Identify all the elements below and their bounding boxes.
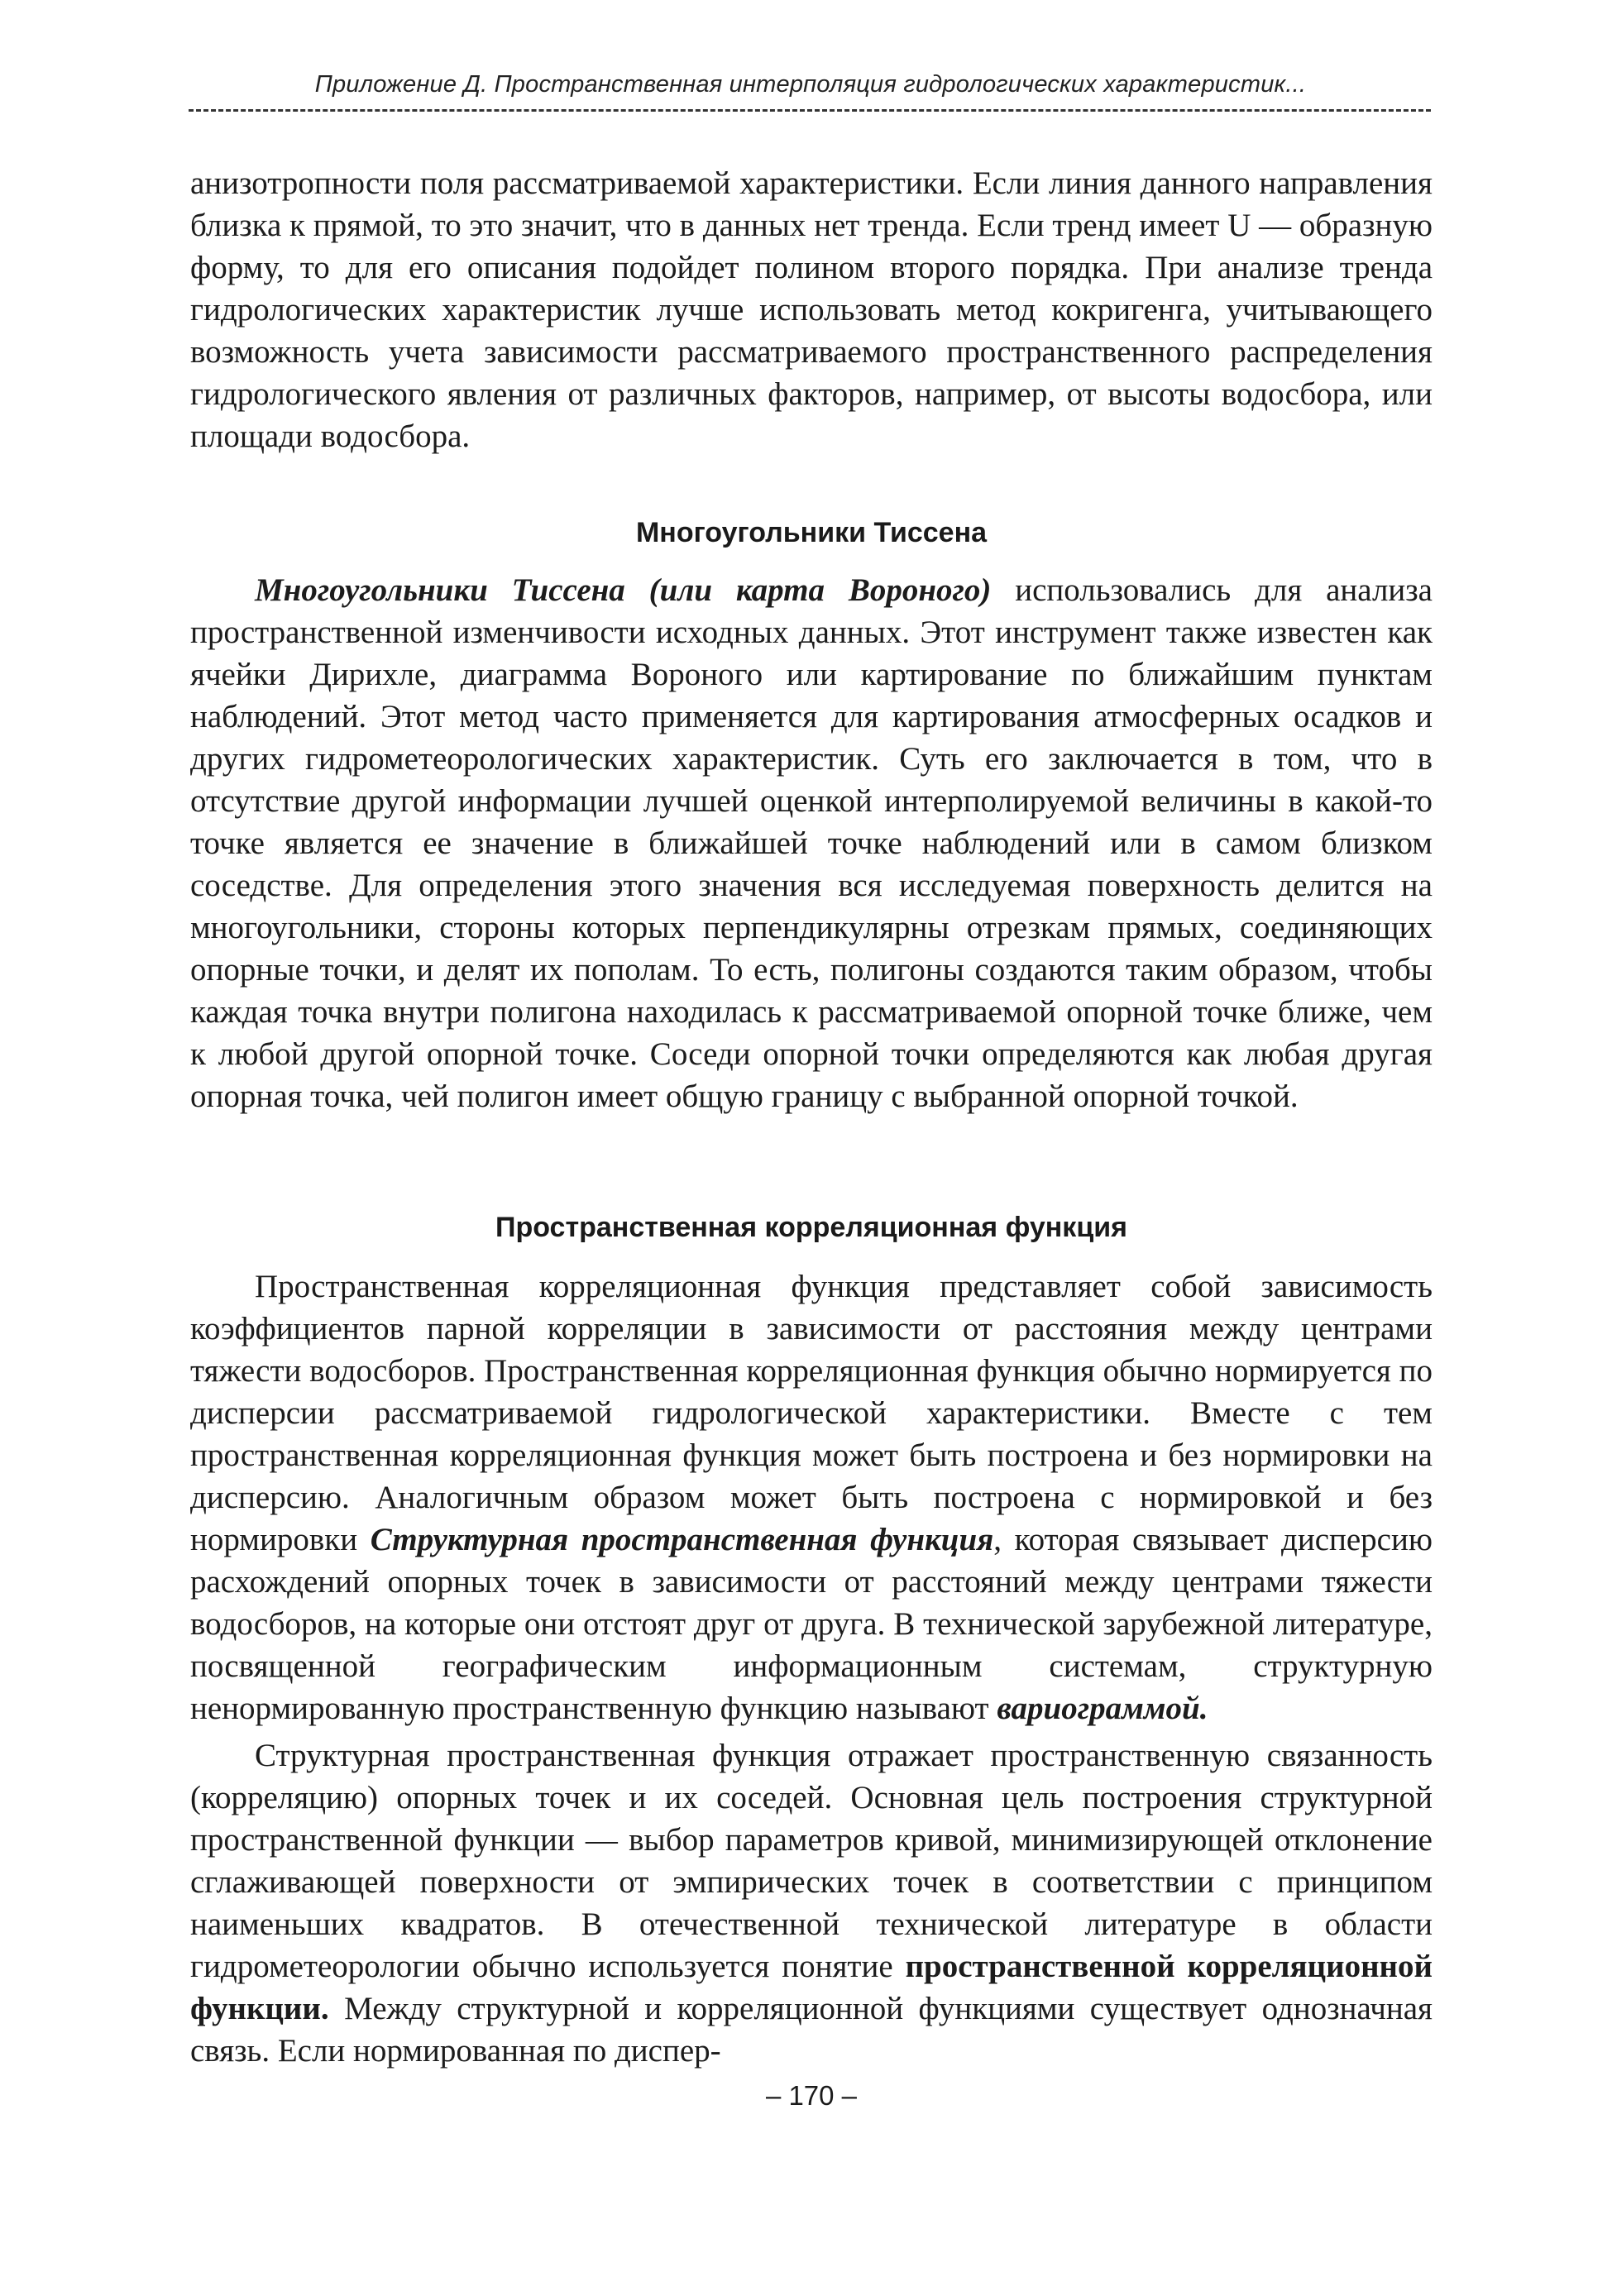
term-variogram: вариограммой. [997, 1691, 1208, 1726]
section-heading-correlation: Пространственная корреляционная функция [495, 1212, 1127, 1243]
thiessen-body: использовались для анализа пространственной изменчивости исходных данных. Этот инструмент также известен как ячейки Дирихле, диаграмма Вороного или картирование по ближайшим пунктам наблюдений. Этот метод часто применяется для картирования атмосферных осадков и других гидрометеорологических характеристик. Суть его заключается в том, что в отсутствие другой информации лучшей оценкой интерполируемой величины в какой-то точке является ее значение в ближайшей точке наблюдений или в самом близком соседстве. Для определения этого значения вся исследуемая поверхность делится на многоугольники, стороны которых перпендикулярны отрезкам прямых, соединяющих опорные точки, и делят их пополам. То есть, полигоны создаются таким образом, чтобы каждая точка внутри полигона находилась к рассматриваемой опорной точке ближе, чем к любой другой опорной точке. Соседи опорной точки определяются как любая другая опорная точка, чей полигон имеет общую границу с выбранной опорной точкой. [190, 572, 1433, 1114]
correlation-paragraph-2 [190, 1734, 1433, 2072]
correlation-p2-text-a: Структурная пространственная функция отражает пространственную связанность (корреляцию) опорных точек и их соседей. Основная цель построения структурной пространственной функции — выбор параметров кривой, минимизирующей отклонение сглаживающей поверхности от эмпирических точек в соответствии с принципом наименьших квадратов. В отечественной технической литературе в области гидрометеорологии обычно используется понятие [190, 1738, 1433, 1984]
thiessen-paragraph [190, 569, 1433, 1117]
correlation-p1-text-b: , которая связывает дисперсию расхождений опорных точек в зависимости от расстояний между центрами тяжести водосборов, на которые они отстоят друг от друга. В технической зарубежной литературе, посвященной географическим информационным системам, структурную ненормированную пространственную функцию называют [190, 1522, 1433, 1726]
page-number: – 170 – [765, 2080, 858, 2111]
term-spatial-correlation-function: пространственной корреляционной функции. [190, 1949, 1433, 2026]
correlation-paragraphs [190, 1265, 1433, 2072]
intro-text: анизотропности поля рассматриваемой характеристики. Если линия данного направления близка к прямой, то это значит, что в данных нет тренда. Если тренд имеет U — образную форму, то для его описания подойдет полином второго порядка. При анализе тренда гидрологических характеристик лучше использовать метод кокригенга, учитывающего возможность учета зависимости рассматриваемого пространственного распределения гидрологического явления от различных факторов, например, от высоты водосбора, или площади водосбора. [190, 165, 1433, 454]
term-thiessen: Многоугольники Тиссена (или карта Вороного) [255, 572, 992, 608]
correlation-p1-text-a: Пространственная корреляционная функция представляет собой зависимость коэффициентов парной корреляции в зависимости от расстояния между центрами тяжести водосборов. Пространственная корреляционная функция обычно нормируется по дисперсии рассматриваемой гидрологической характеристики. Вместе с тем пространственная корреляционная функция может быть построена и без нормировки на дисперсию. Аналогичным образом может быть построена с нормировкой и без нормировки [190, 1269, 1433, 1557]
correlation-paragraph-1 [190, 1265, 1433, 1729]
running-header: Приложение Д. Пространственная интерполяция гидрологических характеристик... [314, 71, 1307, 98]
intro-paragraph [190, 162, 1433, 457]
thiessen-text [190, 569, 1433, 1117]
section-heading-thiessen: Многоугольники Тиссена [635, 517, 988, 548]
header-divider [189, 109, 1431, 112]
term-structural-function: Структурная пространственная функция [370, 1522, 994, 1557]
correlation-p2-text-b: Между структурной и корреляционной функциями существует однозначная связь. Если нормированная по диспер- [190, 1991, 1433, 2069]
